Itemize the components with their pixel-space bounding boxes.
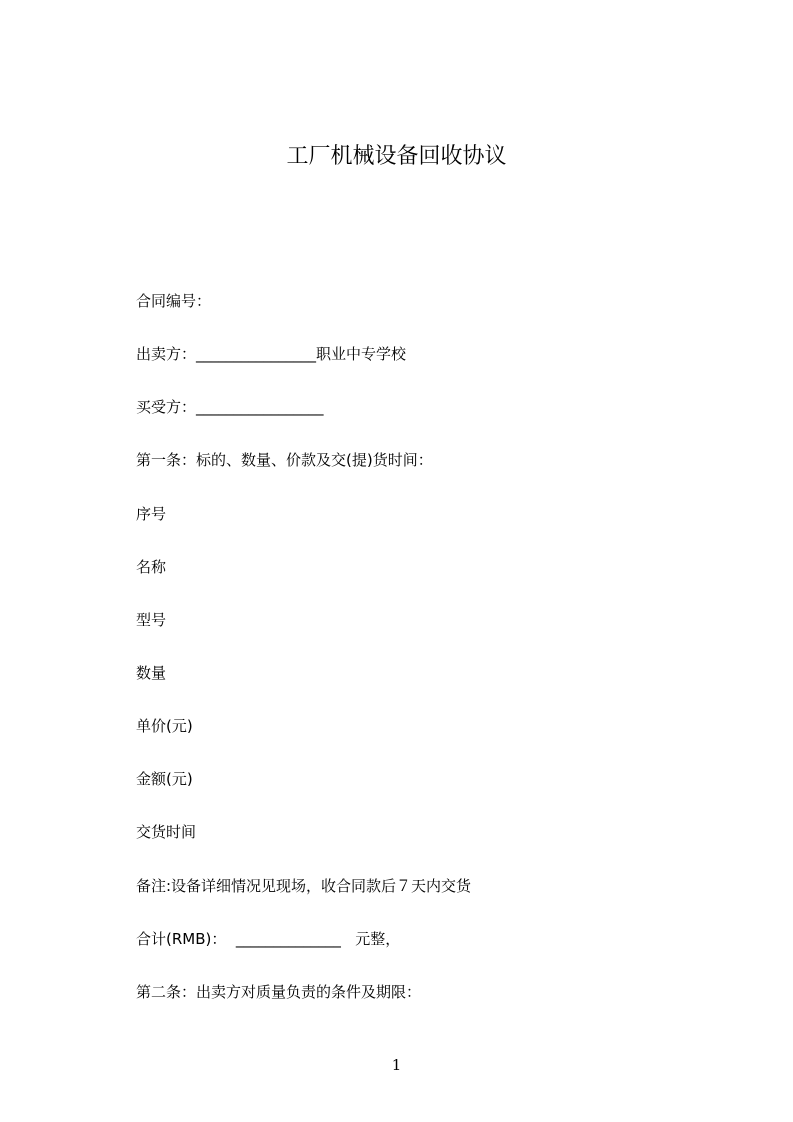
field-amount: 金额(元) bbox=[136, 770, 193, 788]
article-1-heading: 第一条：标的、数量、价款及交(提)货时间： bbox=[136, 451, 433, 469]
contract-number-line: 合同编号： bbox=[136, 292, 212, 310]
article-2-heading: 第二条：出卖方对质量负责的条件及期限： bbox=[136, 983, 422, 1001]
field-model: 型号 bbox=[136, 611, 167, 629]
field-delivery-time: 交货时间 bbox=[136, 823, 197, 841]
total-line: 合计(RMB)： ______________ 元整， bbox=[136, 930, 401, 948]
field-quantity: 数量 bbox=[136, 664, 167, 682]
remarks-line: 备注:设备详细情况见现场，收合同款后７天内交货 bbox=[136, 877, 472, 895]
document-title: 工厂机械设备回收协议 bbox=[286, 144, 507, 169]
field-name: 名称 bbox=[136, 558, 167, 576]
field-unit-price: 单价(元) bbox=[136, 717, 193, 735]
page-number: 1 bbox=[391, 1056, 402, 1074]
field-serial-number: 序号 bbox=[136, 505, 167, 523]
seller-line: 出卖方：________________职业中专学校 bbox=[136, 345, 407, 363]
buyer-line: 买受方：_________________ bbox=[136, 398, 324, 416]
